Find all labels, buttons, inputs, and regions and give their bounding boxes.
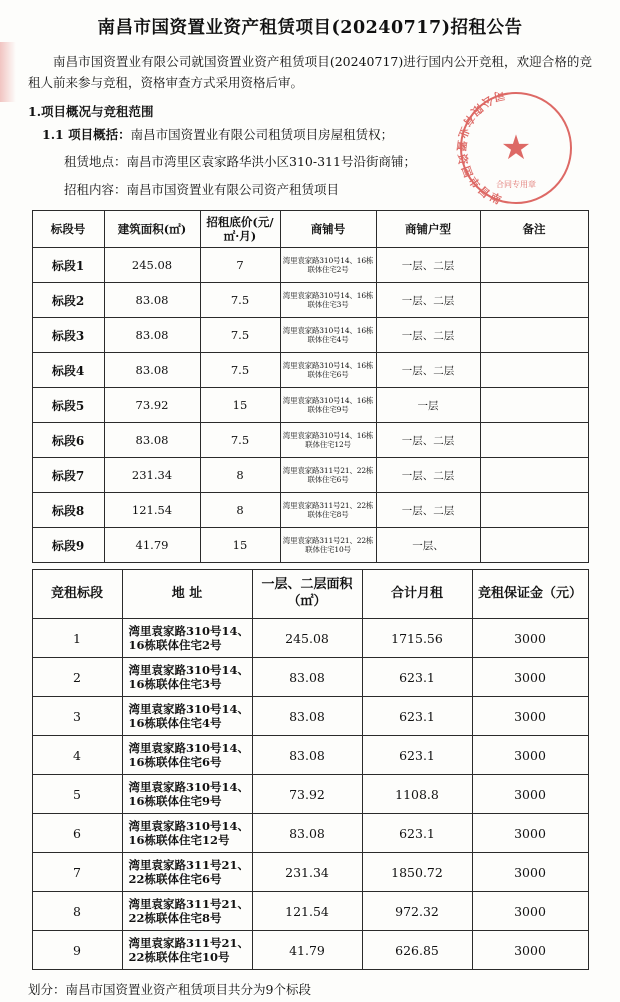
th-building-area: 建筑面积(㎡) <box>104 211 200 248</box>
cell-shop-type: 一层、二层 <box>376 423 480 458</box>
cell-bid-lot: 4 <box>32 736 122 775</box>
intro-paragraph: 南昌市国资置业有限公司就国资置业资产租赁项目(20240717)进行国内公开竞租，欢迎合格的竞租人前来参与竞租，资格审查方式采用资格后审。 <box>28 53 592 91</box>
cell-bid-lot: 3 <box>32 697 122 736</box>
table-row <box>32 619 588 658</box>
cell-address: 湾里袁家路310号14、16栋联体住宅2号 <box>122 619 252 658</box>
table-row <box>32 423 588 458</box>
cell-deposit: 3000 <box>472 853 588 892</box>
cell-address: 湾里袁家路310号14、16栋联体住宅3号 <box>122 658 252 697</box>
cell-area: 83.08 <box>104 318 200 353</box>
table-row <box>32 388 588 423</box>
cell-lot-no: 标段6 <box>32 423 104 458</box>
cell-shop-no: 湾里袁家路311号21、22栋联体住宅6号 <box>280 458 376 493</box>
table-row <box>32 493 588 528</box>
cell-lot-no: 标段7 <box>32 458 104 493</box>
cell-remark <box>480 423 588 458</box>
table-row <box>32 658 588 697</box>
rent-content-text: 南昌市国资置业有限公司资产租赁项目 <box>126 182 340 198</box>
th-remark: 备注 <box>480 211 588 248</box>
item-1-1-text: 南昌市国资置业有限公司租赁项目房屋租赁权； <box>130 127 394 143</box>
cell-area: 231.34 <box>104 458 200 493</box>
cell-remark <box>480 388 588 423</box>
rent-content-line <box>0 176 620 204</box>
cell-area: 41.79 <box>104 528 200 563</box>
cell-price: 7.5 <box>200 353 280 388</box>
item-1-1-label: 1.1 项目概括： <box>42 127 131 143</box>
table-row <box>32 775 588 814</box>
rent-content-label: 招租内容： <box>64 182 127 198</box>
cell-floor-area: 83.08 <box>252 658 362 697</box>
cell-area: 83.08 <box>104 283 200 318</box>
cell-area: 121.54 <box>104 493 200 528</box>
rent-location-label: 租赁地点： <box>64 154 127 170</box>
cell-deposit: 3000 <box>472 814 588 853</box>
rent-location-line <box>0 148 620 176</box>
cell-bid-lot: 7 <box>32 853 122 892</box>
lot-summary-table <box>32 210 589 563</box>
section-heading-1: 1.项目概况与竞租范围 <box>28 104 154 120</box>
table-row <box>32 931 588 970</box>
cell-address: 湾里袁家路310号14、16栋联体住宅12号 <box>122 814 252 853</box>
cell-area: 83.08 <box>104 423 200 458</box>
th-shop-no: 商铺号 <box>280 211 376 248</box>
cell-deposit: 3000 <box>472 697 588 736</box>
cell-shop-type: 一层、二层 <box>376 248 480 283</box>
table-row <box>32 853 588 892</box>
cell-monthly-rent: 623.1 <box>362 814 472 853</box>
cell-floor-area: 83.08 <box>252 736 362 775</box>
th-shop-type: 商铺户型 <box>376 211 480 248</box>
cell-address: 湾里袁家路310号14、16栋联体住宅4号 <box>122 697 252 736</box>
cell-bid-lot: 5 <box>32 775 122 814</box>
cell-shop-no: 湾里袁家路310号14、16栋联体住宅4号 <box>280 318 376 353</box>
cell-address: 湾里袁家路311号21、22栋联体住宅8号 <box>122 892 252 931</box>
th-base-price: 招租底价(元/㎡·月) <box>200 211 280 248</box>
cell-floor-area: 121.54 <box>252 892 362 931</box>
table-row <box>32 318 588 353</box>
cell-deposit: 3000 <box>472 658 588 697</box>
rent-location-text: 南昌市湾里区袁家路华洪小区310-311号沿街商铺； <box>126 154 416 170</box>
cell-floor-area: 83.08 <box>252 697 362 736</box>
cell-deposit: 3000 <box>472 619 588 658</box>
cell-shop-type: 一层、二层 <box>376 493 480 528</box>
cell-shop-no: 湾里袁家路311号21、22栋联体住宅8号 <box>280 493 376 528</box>
cell-bid-lot: 2 <box>32 658 122 697</box>
cell-shop-no: 湾里袁家路310号14、16栋联体住宅6号 <box>280 353 376 388</box>
cell-address: 湾里袁家路311号21、22栋联体住宅6号 <box>122 853 252 892</box>
cell-monthly-rent: 1715.56 <box>362 619 472 658</box>
cell-lot-no: 标段3 <box>32 318 104 353</box>
cell-address: 湾里袁家路310号14、16栋联体住宅9号 <box>122 775 252 814</box>
cell-shop-no: 湾里袁家路310号14、16栋联体住宅2号 <box>280 248 376 283</box>
page-title: 南昌市国资置业资产租赁项目(20240717)招租公告 <box>97 18 523 38</box>
cell-address: 湾里袁家路311号21、22栋联体住宅10号 <box>122 931 252 970</box>
cell-lot-no: 标段4 <box>32 353 104 388</box>
th-deposit: 竞租保证金（元） <box>472 570 588 619</box>
cell-lot-no: 标段8 <box>32 493 104 528</box>
cell-shop-no: 湾里袁家路310号14、16栋联体住宅12号 <box>280 423 376 458</box>
cell-floor-area: 41.79 <box>252 931 362 970</box>
cell-deposit: 3000 <box>472 736 588 775</box>
cell-deposit: 3000 <box>472 775 588 814</box>
cell-shop-type: 一层、二层 <box>376 318 480 353</box>
cell-floor-area: 83.08 <box>252 814 362 853</box>
table-row <box>32 528 588 563</box>
th-lot-no: 标段号 <box>32 211 104 248</box>
cell-deposit: 3000 <box>472 931 588 970</box>
cell-area: 245.08 <box>104 248 200 283</box>
table-row <box>32 697 588 736</box>
cell-area: 73.92 <box>104 388 200 423</box>
cell-bid-lot: 1 <box>32 619 122 658</box>
cell-remark <box>480 458 588 493</box>
seal-arc-text: 南 昌 市 国 资 置 业 有 限 公 司 <box>454 88 507 208</box>
bid-deposit-table <box>32 569 589 970</box>
cell-floor-area: 73.92 <box>252 775 362 814</box>
th-monthly-rent: 合计月租 <box>362 570 472 619</box>
cell-monthly-rent: 1850.72 <box>362 853 472 892</box>
cell-shop-no: 湾里袁家路310号14、16栋联体住宅3号 <box>280 283 376 318</box>
cell-lot-no: 标段1 <box>32 248 104 283</box>
cell-remark <box>480 353 588 388</box>
cell-shop-type: 一层、二层 <box>376 283 480 318</box>
cell-monthly-rent: 1108.8 <box>362 775 472 814</box>
seal-bottom-text: 合同专用章 <box>496 180 536 189</box>
table-row <box>32 458 588 493</box>
cell-shop-no: 湾里袁家路310号14、16栋联体住宅9号 <box>280 388 376 423</box>
cell-monthly-rent: 626.85 <box>362 931 472 970</box>
cell-deposit: 3000 <box>472 892 588 931</box>
cell-price: 7.5 <box>200 318 280 353</box>
cell-price: 8 <box>200 458 280 493</box>
item-1-1 <box>0 122 620 148</box>
cell-monthly-rent: 623.1 <box>362 697 472 736</box>
cell-monthly-rent: 972.32 <box>362 892 472 931</box>
cell-shop-type: 一层、二层 <box>376 353 480 388</box>
cell-shop-no: 湾里袁家路311号21、22栋联体住宅10号 <box>280 528 376 563</box>
cell-price: 15 <box>200 388 280 423</box>
cell-lot-no: 标段9 <box>32 528 104 563</box>
cell-lot-no: 标段5 <box>32 388 104 423</box>
table-row <box>32 353 588 388</box>
table2-body <box>32 619 588 970</box>
table2-header-row <box>32 570 588 619</box>
cell-price: 7.5 <box>200 283 280 318</box>
cell-shop-type: 一层、 <box>376 528 480 563</box>
cell-price: 7 <box>200 248 280 283</box>
cell-price: 15 <box>200 528 280 563</box>
cell-shop-type: 一层、二层 <box>376 458 480 493</box>
cell-remark <box>480 528 588 563</box>
cell-price: 8 <box>200 493 280 528</box>
cell-lot-no: 标段2 <box>32 283 104 318</box>
cell-bid-lot: 9 <box>32 931 122 970</box>
cell-bid-lot: 6 <box>32 814 122 853</box>
table-row <box>32 736 588 775</box>
footer-note: 划分：南昌市国资置业资产租赁项目共分为9个标段 <box>28 982 311 998</box>
cell-price: 7.5 <box>200 423 280 458</box>
th-floor-area: 一层、二层面积（㎡） <box>252 570 362 619</box>
cell-shop-type: 一层 <box>376 388 480 423</box>
table-row <box>32 283 588 318</box>
cell-remark <box>480 283 588 318</box>
seal-star-icon: ★ <box>500 128 532 168</box>
table-row <box>32 892 588 931</box>
cell-monthly-rent: 623.1 <box>362 658 472 697</box>
th-address: 地 址 <box>122 570 252 619</box>
cell-monthly-rent: 623.1 <box>362 736 472 775</box>
cell-bid-lot: 8 <box>32 892 122 931</box>
th-bid-lot: 竞租标段 <box>32 570 122 619</box>
cell-floor-area: 231.34 <box>252 853 362 892</box>
table1-header-row <box>32 211 588 248</box>
cell-area: 83.08 <box>104 353 200 388</box>
cell-remark <box>480 318 588 353</box>
cell-address: 湾里袁家路310号14、16栋联体住宅6号 <box>122 736 252 775</box>
table-row <box>32 248 588 283</box>
table-row <box>32 814 588 853</box>
table1-body <box>32 248 588 563</box>
cell-remark <box>480 248 588 283</box>
cell-remark <box>480 493 588 528</box>
cell-floor-area: 245.08 <box>252 619 362 658</box>
